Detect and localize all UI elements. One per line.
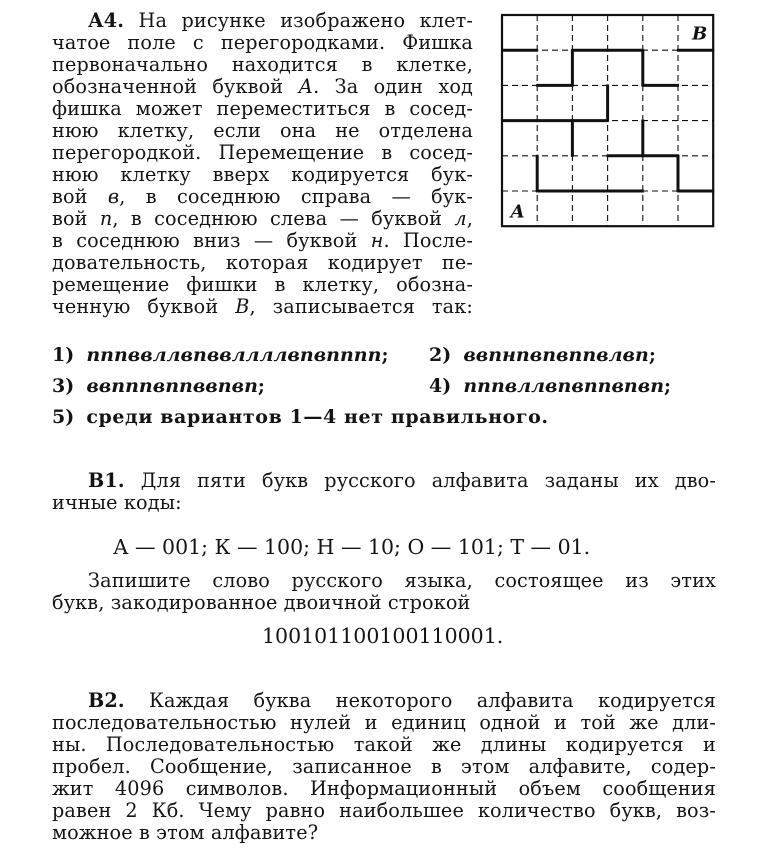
b1-line: букв, закодированное двоичной строкой xyxy=(52,591,471,614)
b2-line: последовательностью нулей и единиц одной и той же дли- xyxy=(52,711,716,734)
a4-line: ченную буквой В, записывается так: xyxy=(52,295,473,318)
a4-line: А4. На рисунке изображено клет- xyxy=(88,9,473,32)
a4-line: чатое поле с перегородками. Фишка xyxy=(52,31,473,54)
maze-grid-figure xyxy=(500,13,716,231)
task-b1-text xyxy=(52,470,716,514)
answer-option-3: 3) ввпппвппввпвп; xyxy=(52,375,265,397)
b1-line: В1. Для пяти букв русского алфавита заданы их дво- xyxy=(88,469,716,492)
b1-line: Запишите слово русского языка, состоящее из этих xyxy=(88,569,716,592)
b1-codes: А — 001; К — 100; Н — 10; О — 101; Т — 01. xyxy=(113,535,591,559)
b1-instructions xyxy=(52,570,716,614)
answer-option-1: 1) пппввллвпввллллвпвпппп; xyxy=(52,344,389,366)
task-b1-label: В1. xyxy=(88,469,125,492)
task-a4-label: А4. xyxy=(88,9,125,32)
answer-option-5: 5) среди вариантов 1—4 нет правильного. xyxy=(52,406,549,428)
start-cell-label: A xyxy=(510,201,525,223)
a4-line: первоначально находится в клетке, xyxy=(52,53,473,76)
b2-line: жит 4096 символов. Информационный объем сообщения xyxy=(52,777,716,800)
a4-line: нюю клетку, если она не отделена xyxy=(52,119,473,142)
a4-line: вой п, в соседнюю слева — буквой л, xyxy=(52,207,473,230)
a4-line: обозначенной буквой А. За один ход xyxy=(52,75,473,98)
a4-line: вой в, в соседнюю справа — бук- xyxy=(52,185,474,208)
b1-binary-string: 100101100100110001. xyxy=(262,624,504,648)
b2-line: можное в этом алфавите? xyxy=(52,821,319,844)
answer-option-4: 4) пппвллвпвппвпвп; xyxy=(429,375,672,397)
b2-line: ны. Последовательностью такой же длины кодируется и xyxy=(52,733,716,756)
a4-line: фишка может переместиться в сосед- xyxy=(52,97,473,120)
b1-line: ичные коды: xyxy=(52,491,182,514)
target-cell-label: B xyxy=(691,23,708,45)
b2-line: пробел. Сообщение, записанное в этом алфавите, содер- xyxy=(52,755,716,778)
a4-line: довательность, которая кодирует пе- xyxy=(52,251,473,274)
task-b2-text xyxy=(52,690,716,844)
a4-line: в соседнюю вниз — буквой н. После- xyxy=(52,229,474,252)
task-a4-text xyxy=(52,10,473,318)
answer-option-2: 2) ввпнпвпвппвлвп; xyxy=(429,344,656,366)
a4-line: ремещение фишки в клетку, обозна- xyxy=(52,273,473,296)
b2-line: равен 2 Кб. Чему равно наибольшее количество букв, воз- xyxy=(52,799,716,822)
a4-line: нюю клетку вверх кодируется бук- xyxy=(52,163,473,186)
task-b2-label: В2. xyxy=(88,689,125,712)
b2-line: В2. Каждая буква некоторого алфавита кодируется xyxy=(88,689,716,712)
a4-line: перегородкой. Перемещение в сосед- xyxy=(52,141,473,164)
